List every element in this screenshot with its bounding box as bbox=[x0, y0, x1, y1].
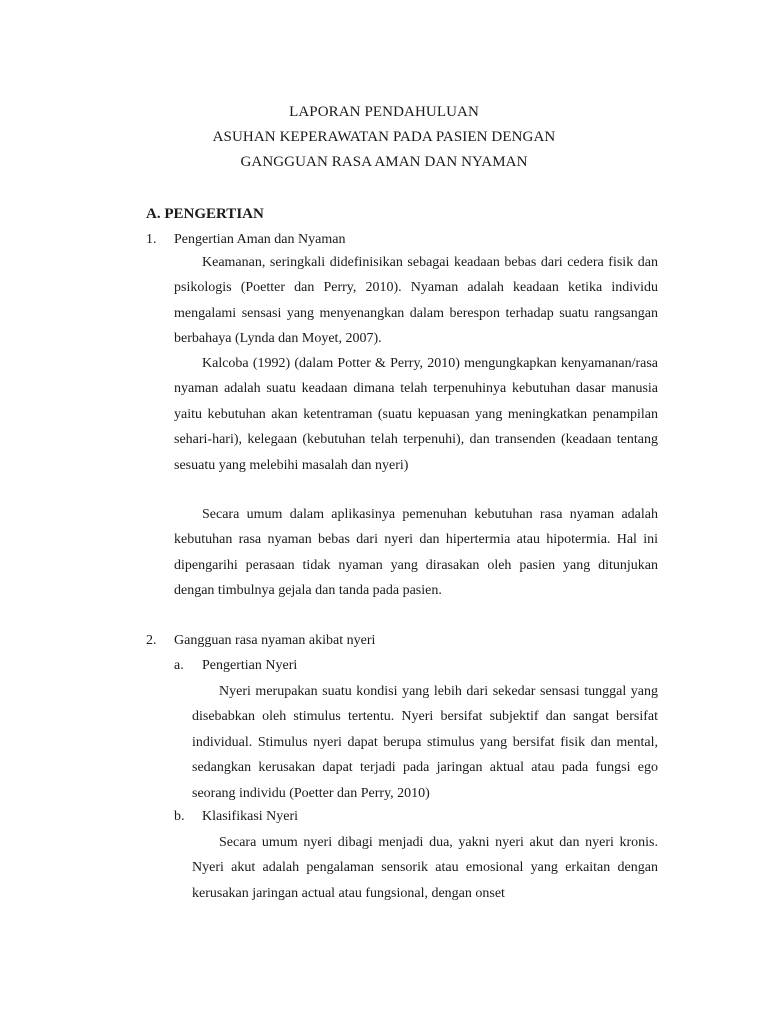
sublist-letter-b: b. bbox=[174, 809, 185, 824]
sublist-label-b: Klasifikasi Nyeri bbox=[202, 809, 299, 824]
title-line-2: ASUHAN KEPERAWATAN PADA PASIEN DENGAN bbox=[212, 129, 556, 145]
paragraph-klasifikasi-nyeri: Secara umum nyeri dibagi menjadi dua, yakni nyeri akut dan nyeri kronis. Nyeri akut adalah pengalaman sensorik atau emosional yang erkaitan dengan kerusakan jaringan actual atau fungsional, dengan onset bbox=[192, 835, 658, 901]
list-item-label-2: Gangguan rasa nyaman akibat nyeri bbox=[174, 633, 376, 648]
sublist-letter-a: a. bbox=[174, 658, 184, 673]
paragraph-secara-umum: Secara umum dalam aplikasinya pemenuhan kebutuhan rasa nyaman adalah kebutuhan rasa nyaman bebas dari nyeri dan hipertermia atau hipotermia. Hal ini dipengarihi perasaan tidak nyaman yang dirasakan oleh pasien yang ditunjukan dengan timbulnya gejala dan tanda pada pasien. bbox=[174, 507, 658, 599]
title-line-3: GANGGUAN RASA AMAN DAN NYAMAN bbox=[240, 154, 528, 170]
section-heading: A. PENGERTIAN bbox=[146, 206, 264, 222]
list-number-2: 2. bbox=[146, 633, 157, 648]
paragraph-pengertian-nyeri: Nyeri merupakan suatu kondisi yang lebih dari sekedar sensasi tunggal yang disebabkan oleh stimulus tertentu. Nyeri bersifat subjektif dan sangat bersifat individual. Stimulus nyeri dapat berupa stimulus yang bersifat fisik dan mental, sedangkan kerusakan dapat terjadi pada jaringan aktual atau pada fungsi ego seorang individu (Poetter dan Perry, 2010) bbox=[192, 684, 658, 801]
title-line-1: LAPORAN PENDAHULUAN bbox=[289, 104, 479, 120]
list-item-label-1: Pengertian Aman dan Nyaman bbox=[174, 232, 346, 247]
sublist-label-a: Pengertian Nyeri bbox=[202, 658, 298, 673]
paragraph-kalcoba: Kalcoba (1992) (dalam Potter & Perry, 2010) mengungkapkan kenyamanan/rasa nyaman adalah suatu keadaan dimana telah terpenuhinya kebutuhan dasar manusia yaitu kebutuhan akan ketentraman (suatu kepuasan yang meningkatkan penampilan sehari-hari), kelegaan (kebutuhan telah terpenuhi), dan transenden (keadaan tentang sesuatu yang melebihi masalah dan nyeri) bbox=[174, 356, 658, 473]
list-number-1: 1. bbox=[146, 232, 157, 247]
paragraph-keamanan: Keamanan, seringkali didefinisikan sebagai keadaan bebas dari cedera fisik dan psikologis (Poetter dan Perry, 2010). Nyaman adalah keadaan ketika individu mengalami sensasi yang menyenangkan dalam berespon terhadap suatu rangsangan berbahaya (Lynda dan Moyet, 2007). bbox=[174, 255, 658, 347]
